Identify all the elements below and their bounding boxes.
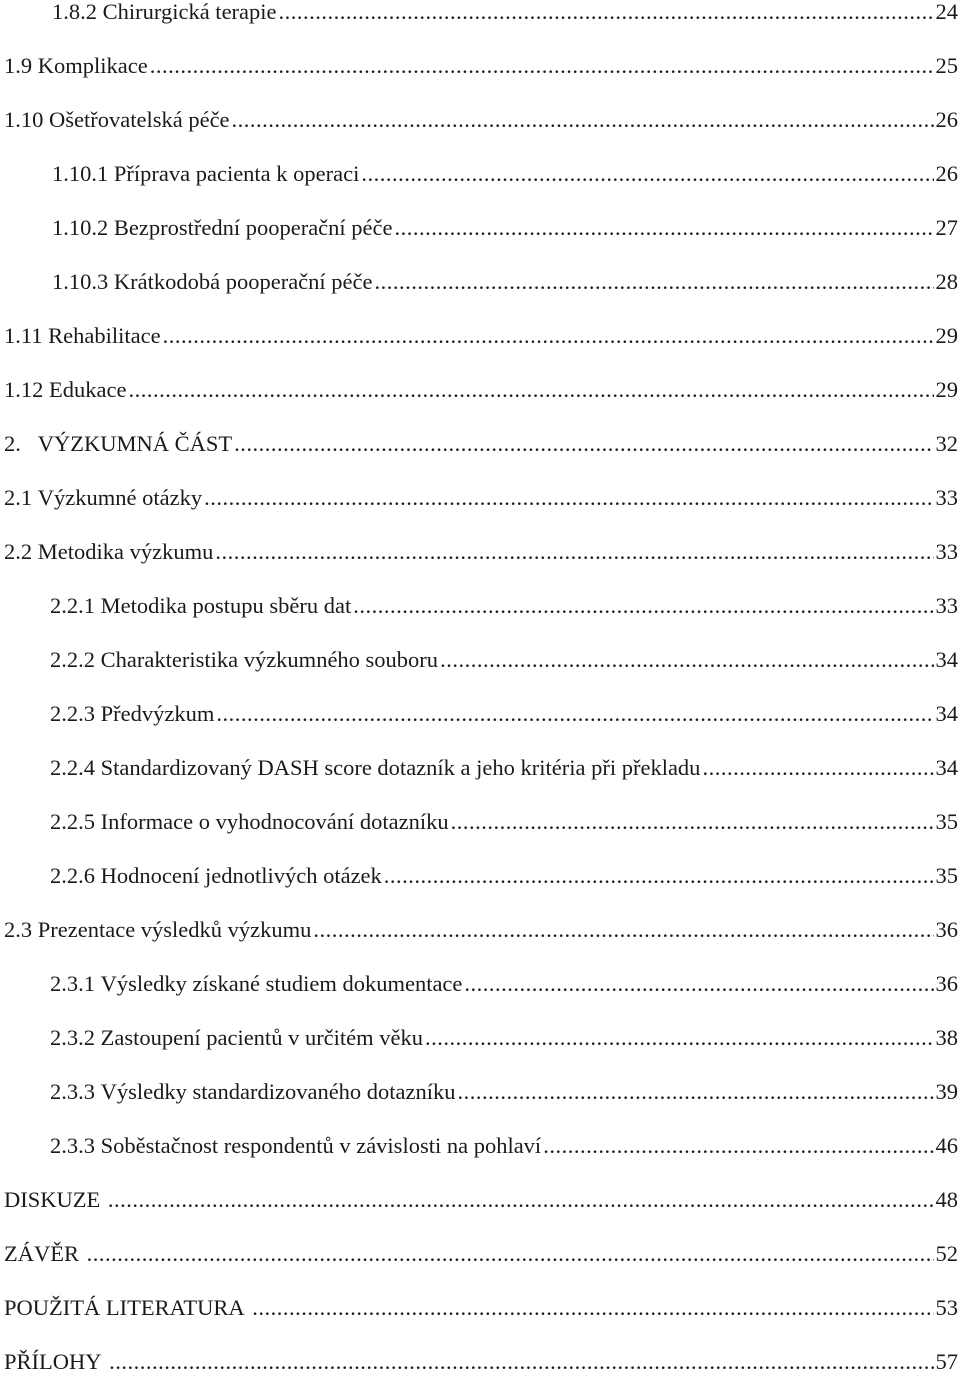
toc-entry[interactable]: [0, 532, 958, 572]
toc-entry-page: 26: [935, 107, 958, 132]
toc-entry-page: 34: [935, 647, 958, 672]
toc-entry-number: 1.9: [4, 53, 33, 78]
toc-entry-title: Příprava pacienta k operaci: [113, 161, 360, 186]
toc-entry-number: 2.2.2: [50, 647, 95, 672]
toc-entry[interactable]: [0, 0, 958, 32]
toc-entry-page: 46: [935, 1133, 958, 1158]
toc-entry-title: DISKUZE: [4, 1187, 101, 1212]
toc-entry[interactable]: [0, 424, 958, 464]
toc-entry-number: 2.: [4, 431, 21, 456]
toc-dot-leader: [458, 1072, 934, 1112]
toc-entry-page: 32: [935, 431, 958, 456]
toc-entry-title: POUŽITÁ LITERATURA: [4, 1295, 245, 1320]
toc-entry-title: PŘÍLOHY: [4, 1349, 102, 1374]
toc-entry-page: 36: [935, 971, 958, 996]
toc-entry[interactable]: [0, 964, 958, 1004]
toc-entry[interactable]: [0, 262, 958, 302]
toc-entry-page: 33: [935, 485, 958, 510]
toc-entry-title: Edukace: [49, 377, 127, 402]
toc-dot-leader: [150, 46, 934, 86]
toc-entry-title: Metodika výzkumu: [37, 539, 214, 564]
toc-dot-leader: [87, 1234, 934, 1274]
toc-entry-page: 28: [935, 269, 958, 294]
toc-entry[interactable]: [0, 208, 958, 248]
toc-entry-title: Zastoupení pacientů v určitém věku: [100, 1025, 424, 1050]
toc-entry-page: 26: [935, 161, 958, 186]
toc-dot-leader: [451, 802, 934, 842]
toc-entry-number: 1.10.1: [52, 161, 109, 186]
toc-entry-number: 2.2.4: [50, 755, 95, 780]
toc-entry-number: 2.3: [4, 917, 33, 942]
toc-entry-page: 34: [935, 701, 958, 726]
toc-dot-leader: [109, 1342, 933, 1382]
toc-entry-title: Ošetřovatelská péče: [49, 107, 230, 132]
toc-entry[interactable]: [0, 694, 958, 734]
toc-entry-page: 48: [935, 1187, 958, 1212]
toc-entry-title: Prezentace výsledků výzkumu: [37, 917, 312, 942]
toc-entry-title: Výsledky získané studiem dokumentace: [100, 971, 463, 996]
toc-entry-page: 29: [935, 323, 958, 348]
toc-entry[interactable]: [0, 370, 958, 410]
toc-entry[interactable]: [0, 586, 958, 626]
toc-dot-leader: [543, 1126, 933, 1166]
toc-entry-number: 1.10: [4, 107, 44, 132]
toc-entry-page: 36: [935, 917, 958, 942]
toc-entry[interactable]: [0, 802, 958, 842]
toc-entry-page: 34: [935, 755, 958, 780]
toc-dot-leader: [395, 208, 934, 248]
toc-entry-number: 2.3.3: [50, 1133, 95, 1158]
toc-dot-leader: [128, 370, 933, 410]
toc-dot-leader: [215, 532, 933, 572]
toc-entry-title: Krátkodobá pooperační péče: [113, 269, 373, 294]
toc-entry-title: Standardizovaný DASH score dotazník a jeho kritéria při překladu: [100, 755, 701, 780]
toc-entry-page: 29: [935, 377, 958, 402]
toc-dot-leader: [232, 100, 934, 140]
toc-entry-title: VÝZKUMNÁ ČÁST: [37, 431, 233, 456]
toc-entry-number: 2.2.3: [50, 701, 95, 726]
toc-dot-leader: [425, 1018, 933, 1058]
toc-entry-page: 39: [935, 1079, 958, 1104]
toc-dot-leader: [108, 1180, 934, 1220]
toc-entry-number: 2.3.2: [50, 1025, 95, 1050]
toc-entry[interactable]: [0, 1342, 958, 1382]
toc-entry-page: 24: [935, 0, 958, 24]
toc-dot-leader: [440, 640, 933, 680]
toc-entry[interactable]: [0, 910, 958, 950]
toc-entry-title: Chirurgická terapie: [102, 0, 277, 24]
toc-entry-page: 27: [935, 215, 958, 240]
toc-dot-leader: [313, 910, 933, 950]
toc-entry-page: 38: [935, 1025, 958, 1050]
toc-entry[interactable]: [0, 154, 958, 194]
toc-entry-title: Výzkumné otázky: [37, 485, 203, 510]
toc-entry-number: 2.2.1: [50, 593, 95, 618]
toc-entry-title: Výsledky standardizovaného dotazníku: [100, 1079, 456, 1104]
toc-entry-number: 2.2.5: [50, 809, 95, 834]
toc-entry-page: 25: [935, 53, 958, 78]
toc-entry-page: 33: [935, 593, 958, 618]
toc-entry[interactable]: [0, 748, 958, 788]
toc-entry-page: 33: [935, 539, 958, 564]
toc-dot-leader: [375, 262, 934, 302]
toc-entry-title: Informace o vyhodnocování dotazníku: [100, 809, 449, 834]
toc-entry-title: Soběstačnost respondentů v závislosti na pohlaví: [100, 1133, 542, 1158]
toc-dot-leader: [163, 316, 934, 356]
toc-dot-leader: [279, 0, 934, 32]
toc-entry-number: 2.2: [4, 539, 33, 564]
toc-entry-page: 35: [935, 863, 958, 888]
toc-dot-leader: [464, 964, 933, 1004]
toc-entry-number: 1.12: [4, 377, 44, 402]
toc-entry-number: 1.10.2: [52, 215, 109, 240]
toc-entry[interactable]: [0, 478, 958, 518]
toc-entry-page: 35: [935, 809, 958, 834]
toc-entry-title: Komplikace: [37, 53, 148, 78]
toc-dot-leader: [384, 856, 934, 896]
toc-entry-title: Předvýzkum: [100, 701, 215, 726]
toc-dot-leader: [204, 478, 933, 518]
toc-entry-title: Charakteristika výzkumného souboru: [100, 647, 439, 672]
toc-dot-leader: [702, 748, 933, 788]
toc-entry-title: Metodika postupu sběru dat: [100, 593, 352, 618]
toc-entry-title: Bezprostřední pooperační péče: [113, 215, 393, 240]
toc-entry[interactable]: [0, 46, 958, 86]
toc-entry-number: 1.11: [4, 323, 43, 348]
toc-entry[interactable]: [0, 1180, 958, 1220]
toc-entry[interactable]: [0, 316, 958, 356]
toc-entry[interactable]: [0, 100, 958, 140]
toc-dot-leader: [216, 694, 933, 734]
toc-entry[interactable]: [0, 1072, 958, 1112]
toc-entry-number: 2.2.6: [50, 863, 95, 888]
toc-entry-title: Hodnocení jednotlivých otázek: [100, 863, 382, 888]
toc-entry-number: 1.8.2: [52, 0, 97, 24]
toc-dot-leader: [361, 154, 933, 194]
toc-entry-number: 1.10.3: [52, 269, 109, 294]
toc-entry[interactable]: [0, 1234, 958, 1274]
toc-entry-number: 2.3.1: [50, 971, 95, 996]
toc-entry-page: 57: [935, 1349, 958, 1374]
toc-entry[interactable]: [0, 640, 958, 680]
toc-entry[interactable]: [0, 1018, 958, 1058]
toc-entry-number: 2.1: [4, 485, 33, 510]
toc-entry-page: 53: [935, 1295, 958, 1320]
toc-entry[interactable]: [0, 1126, 958, 1166]
toc-dot-leader: [234, 424, 933, 464]
toc-entry[interactable]: [0, 856, 958, 896]
toc-entry-title: Rehabilitace: [48, 323, 161, 348]
toc-dot-leader: [353, 586, 933, 626]
toc-dot-leader: [252, 1288, 933, 1328]
toc-entry-page: 52: [935, 1241, 958, 1266]
toc-entry[interactable]: [0, 1288, 958, 1328]
toc-entry-title: ZÁVĚR: [4, 1241, 79, 1266]
toc-entry-number: 2.3.3: [50, 1079, 95, 1104]
